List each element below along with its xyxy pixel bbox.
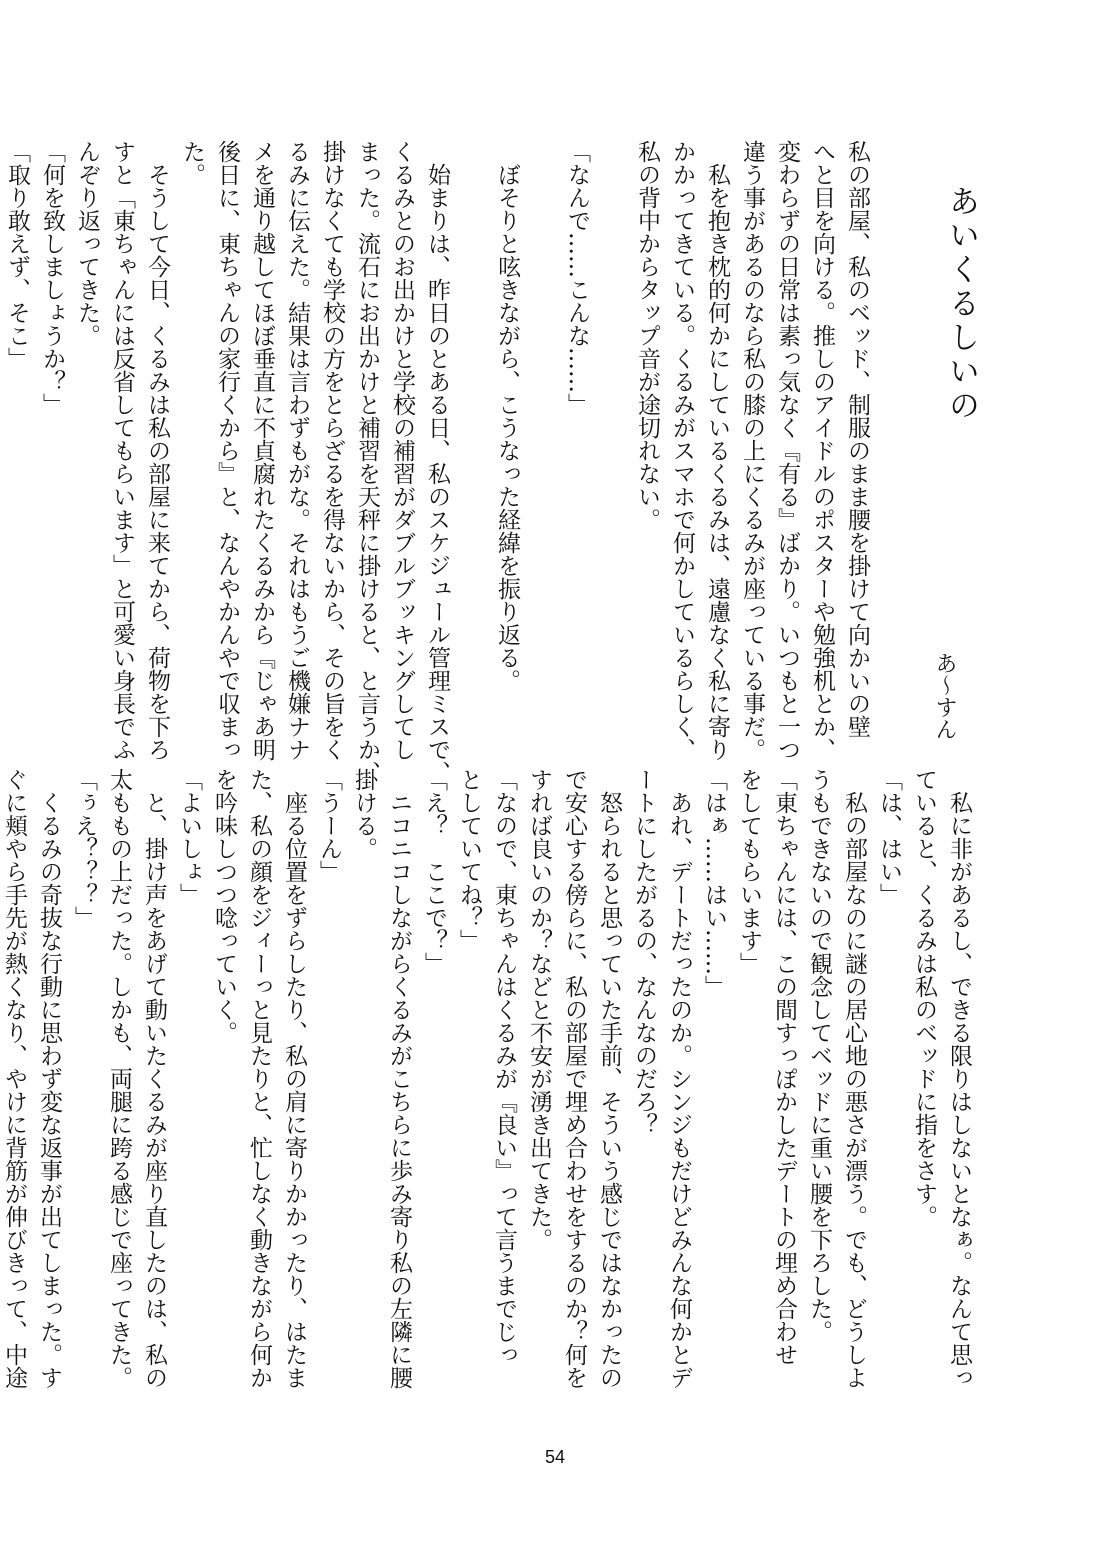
text-line: た、私の顔をジィーっと見たりと、忙しなく動きながら何か <box>246 768 272 1389</box>
text-line: うもできないので観念してベッドに重い腰を下ろした。 <box>806 768 832 1343</box>
text-line: 「よいしょ」 <box>176 768 202 906</box>
text-line: 「は、はい」 <box>876 768 902 906</box>
text-line: 後日に、東ちゃんの家行くから』と、なんやかんやで収まっ <box>214 140 240 761</box>
text-line: くるみの奇抜な行動に思わず変な返事が出てしまった。す <box>36 768 62 1389</box>
text-line: 私を抱き枕的何かにしているくるみは、遠慮なく私に寄り <box>704 140 730 761</box>
story-title: あいくるしいの <box>943 185 979 423</box>
text-line: 私の部屋、私のベッド、制服のまま腰を掛けて向かいの壁 <box>844 140 870 738</box>
text-line: と、掛け声をあげて動いたくるみが座り直したのは、私の <box>141 768 167 1389</box>
text-line <box>524 140 559 740</box>
text-line <box>454 140 489 740</box>
text-line: メを通り越してほぼ垂直に不貞腐れたくるみから『じゃあ明 <box>249 140 275 761</box>
text-line: を吟味しつつ唸っていく。 <box>211 768 237 1044</box>
text-line: 始まりは、昨日のとある日、私のスケジュール管理ミスで、 <box>424 140 450 784</box>
text-line: あれ、デートだったのか。シンジもだけどみんな何かとデ <box>666 768 692 1389</box>
text-line: 私の部屋なのに謎の居心地の悪さが漂う。でも、どうしよ <box>841 768 867 1389</box>
text-line: 掛けなくても学校の方をとらざるを得ないから、その旨をく <box>319 140 345 761</box>
text-line: 座る位置をずらしたり、私の肩に寄りかかったり、はたま <box>281 768 307 1389</box>
text-line: た。 <box>179 140 205 186</box>
text-line: すと「東ちゃんには反省してもらいます」と可愛い身長でふ <box>109 140 135 761</box>
text-line: 「取り敢えず、そこ」 <box>4 140 30 370</box>
text-line: 掛ける。 <box>351 768 377 860</box>
text-line: へと目を向ける。推しのアイドルのポスターや勉強机とか、 <box>809 140 835 761</box>
text-line: かかってきている。くるみがスマホで何かしているらしく、 <box>669 140 695 761</box>
text-line: 私に非があるし、できる限りはしないとなぁ。なんて思っ <box>946 768 972 1389</box>
text-line: 「なので、東ちゃんはくるみが『良い』って言うまでじっ <box>491 768 517 1366</box>
text-line: 太ももの上だった。しかも、両腿に跨る感じで座ってきた。 <box>106 768 132 1389</box>
text-line: 変わらずの日常は素っ気なく『有る』ばかり。いつもと一つ <box>774 140 800 761</box>
text-line: すれば良いのか？などと不安が湧き出てきた。 <box>526 768 552 1251</box>
text-line: 「なんで……こんな……」 <box>564 140 590 416</box>
text-line: としていてね？」 <box>456 768 482 952</box>
page-number: 54 <box>544 1447 566 1467</box>
text-line: 「何を致しましょうか？」 <box>39 140 65 416</box>
text-line: んぞり返ってきた。 <box>74 140 100 347</box>
text-line: 違う事があるのなら私の膝の上にくるみが座っている事だ。 <box>739 140 765 761</box>
text-line: 「はぁ……はい……」 <box>701 768 727 998</box>
text-line: 怒られると思っていた手前、そういう感じではなかったの <box>596 768 622 1389</box>
author-name: あ～すん <box>932 652 957 740</box>
text-line: そうして今日、くるみは私の部屋に来てから、荷物を下ろ <box>144 140 170 761</box>
text-line: 「東ちゃんには、この間すっぽかしたデートの埋め合わせ <box>771 768 797 1366</box>
text-line: ていると、くるみは私のベッドに指をさす。 <box>911 768 937 1228</box>
text-line: ートにしたがるの、なんなのだろ？ <box>631 768 657 1136</box>
lower-text-block <box>0 768 976 1388</box>
upper-text-block <box>0 140 874 784</box>
text-line: ぼそりと呟きながら、こうなった経緯を振り返る。 <box>494 140 520 692</box>
text-line: ニコニコしながらくるみがこちらに歩み寄り私の左隣に腰 <box>386 768 412 1389</box>
text-line: で安心する傍らに、私の部屋で埋め合わせをするのか？何を <box>561 768 587 1389</box>
text-line: 私の背中からタップ音が途切れない。 <box>634 140 660 531</box>
text-line: まった。流石にお出かけと補習を天秤に掛けると、と言うか、 <box>354 140 380 784</box>
text-line: 「うーん」 <box>316 768 342 883</box>
text-line <box>594 140 629 740</box>
text-line: 「え？ ここで？」 <box>421 768 447 975</box>
text-line: 「ぅえ？？？」 <box>71 768 97 929</box>
text-line: くるみとのお出かけと学校の補習がダブルブッキングしてし <box>389 140 415 761</box>
text-line: るみに伝えた。結果は言わずもがな。それはもうご機嫌ナナ <box>284 140 310 761</box>
text-line: をしてもらいます」 <box>736 768 762 975</box>
text-line: ぐに頬やら手先が熱くなり、やけに背筋が伸びきって、中途 <box>1 768 27 1389</box>
